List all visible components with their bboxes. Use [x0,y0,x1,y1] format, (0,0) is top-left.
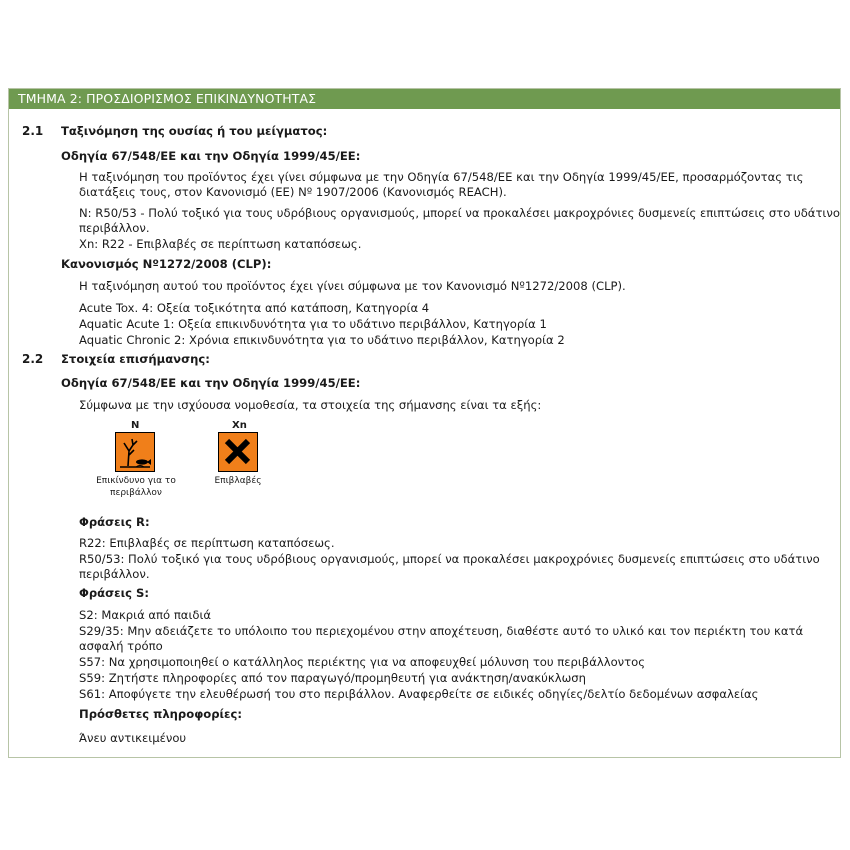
r-phrase: περιβάλλον. [79,567,150,581]
directive-text-line: Xn: R22 - Επιβλαβές σε περίπτωση καταπόσεως. [79,237,362,251]
directive-heading: Οδηγία 67/548/ΕΕ και την Οδηγία 1999/45/ΕΕ: [61,149,361,163]
hazard-symbol-caption: Επικίνδυνο για το [96,476,176,486]
directive-text-line: Η ταξινόμηση του προϊόντος έχει γίνει σύμφωνα με την Οδηγία 67/548/ΕΕ και την Οδηγία 1999/45/ΕΕ, προσαρμόζοντας τις [79,170,804,184]
s-phrase: S59: Ζητήστε πληροφορίες από τον παραγωγό/προμηθευτή για ανάκτηση/ανακύκλωση [79,671,586,685]
s-phrase: ασφαλή τρόπο [79,639,163,653]
additional-info-text: Άνευ αντικειμένου [79,731,187,745]
saltire-cross-icon [218,432,258,472]
subsection-number-2-1: 2.1 [22,124,44,138]
clp-item: Aquatic Acute 1: Οξεία επικινδυνότητα για το υδάτινο περιβάλλον, Κατηγορία 1 [79,317,547,331]
subsection-number-2-2: 2.2 [22,352,44,366]
s-phrase: S57: Να χρησιμοποιηθεί ο κατάλληλος περιέκτης για να αποφευχθεί μόλυνση του περιβάλλοντος [79,655,646,669]
directive-heading: Οδηγία 67/548/ΕΕ και την Οδηγία 1999/45/ΕΕ: [61,376,361,390]
directive-text-line: διατάξεις τους, στον Κανονισμό (ΕΕ) Nº 1907/2006 (Κανονισμός REACH). [79,185,507,199]
directive-text-line: περιβάλλον. [79,221,150,235]
directive-text-line: N: R50/53 - Πολύ τοξικό για τους υδρόβιους οργανισμούς, μπορεί να προκαλέσει μακροχρόνιες δυσμενείς επιπτώσεις στο υδάτινο [79,206,840,220]
r-phrases-heading: Φράσεις R: [79,515,150,529]
s-phrase: S61: Αποφύγετε την ελευθέρωσή του στο περιβάλλον. Αναφερθείτε σε ειδικές οδηγίες/δελτίο δεδομένων ασφαλείας [79,687,759,701]
subsection-heading-classification: Ταξινόμηση της ουσίας ή του μείγματος: [61,124,328,138]
r-phrase: R22: Επιβλαβές σε περίπτωση καταπόσεως. [79,536,335,550]
r-phrase: R50/53: Πολύ τοξικό για τους υδρόβιους οργανισμούς, μπορεί να προκαλέσει μακροχρόνιες δυσμενείς επιπτώσεις στο υδάτινο [79,552,820,566]
hazard-symbol-caption: περιβάλλον [110,488,162,498]
hazard-symbol-code: Xn [232,420,247,431]
s-phrases-heading: Φράσεις S: [79,586,150,600]
s-phrase: S2: Μακριά από παιδιά [79,608,212,622]
clp-heading: Κανονισμός Nº1272/2008 (CLP): [61,257,272,271]
labelling-intro: Σύμφωνα με την ισχύουσα νομοθεσία, τα στοιχεία της σήμανσης είναι τα εξής: [79,398,542,412]
clp-item: Acute Tox. 4: Οξεία τοξικότητα από κατάποση, Κατηγορία 4 [79,301,430,315]
section-header: ΤΜΗΜΑ 2: ΠΡΟΣΔΙΟΡΙΣΜΟΣ ΕΠΙΚΙΝΔΥΝΟΤΗΤΑΣ [9,89,840,109]
s-phrase: S29/35: Μην αδειάζετε το υπόλοιπο του περιεχομένου στην αποχέτευση, διαθέστε αυτό το υλικό και τον περιέκτη του κατά [79,624,804,638]
dead-tree-fish-icon [115,432,155,472]
hazard-symbol-code: N [131,420,140,431]
additional-info-heading: Πρόσθετες πληροφορίες: [79,707,243,721]
sds-section-frame [8,88,841,758]
hazard-symbol-caption: Επιβλαβές [214,476,262,486]
clp-item: Aquatic Chronic 2: Χρόνια επικινδυνότητα για το υδάτινο περιβάλλον, Κατηγορία 2 [79,333,565,347]
clp-text: Η ταξινόμηση αυτού του προϊόντος έχει γίνει σύμφωνα με τον Κανονισμό Nº1272/2008 (CLP). [79,279,626,293]
subsection-heading-labelling: Στοιχεία επισήμανσης: [61,352,210,366]
